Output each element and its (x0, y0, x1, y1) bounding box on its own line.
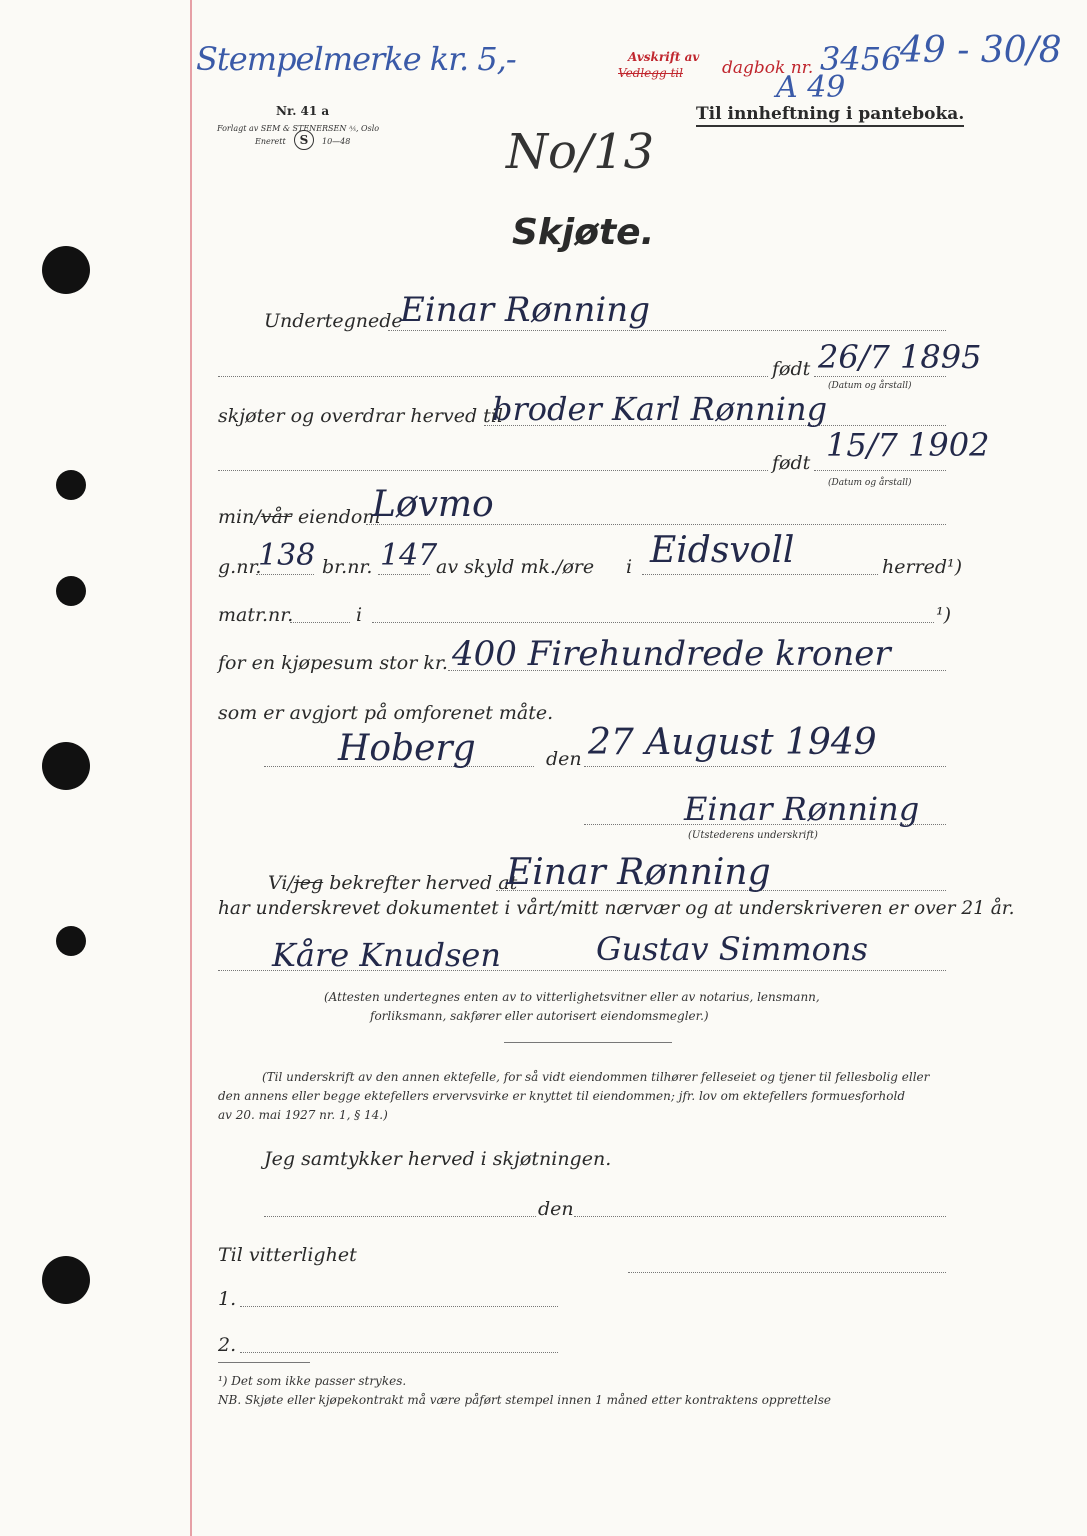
brnr-label: br.nr. (322, 556, 373, 578)
publisher-logo-icon: S (294, 130, 314, 150)
kjopesum-value: 400 Firehundrede kroner (452, 634, 891, 674)
corner-mark: No/13 (506, 124, 655, 180)
witness-1-signature: Kåre Knudsen (272, 936, 501, 974)
kjopesum-label: for en kjøpesum stor kr. (218, 652, 448, 674)
stamp-note: Stempelmerke kr. 5,- (196, 40, 516, 78)
undertegnede-label: Undertegnede (264, 310, 403, 332)
til-innheftning: Til innheftning i panteboka. (696, 104, 964, 127)
bekrefter-label: Vi/jeg bekrefter herved at (268, 872, 518, 894)
publisher-date: 10—48 (322, 137, 351, 146)
document-title: Skjøte. (512, 212, 655, 253)
brnr-line (378, 574, 430, 575)
buyer-name: broder Karl Rønning (492, 390, 828, 428)
buyer-datum-hint: (Datum og årstall) (828, 478, 912, 488)
spouse-note-line3: av 20. mai 1927 nr. 1, § 14.) (218, 1108, 388, 1122)
skjoter-label: skjøter og overdrar herved til (218, 405, 503, 427)
dagbok-number: 3456 (820, 40, 902, 78)
buyer-born-leadin-line (218, 470, 768, 471)
matr-line (290, 622, 350, 623)
spouse-note-line2: den annens eller begge ektefellers ervervsvirke er knyttet til eiendommen; jfr. lov om ektefellers formuesforhold (218, 1089, 905, 1103)
seller-born-label: født (772, 358, 811, 380)
place-value: Hoberg (338, 728, 476, 769)
eiendom-label: min/vår eiendom (218, 506, 381, 528)
footnote-1: ¹) Det som ikke passer strykes. (218, 1374, 407, 1388)
witness-2-signature: Gustav Simmons (596, 930, 868, 968)
consent-den-label: den (538, 1198, 574, 1220)
signature-hint: (Utstederens underskrift) (688, 830, 818, 841)
matr-label: matr.nr. (218, 604, 294, 626)
seller-datum-hint: (Datum og årstall) (828, 381, 912, 391)
herred-label: herred¹) (882, 556, 963, 578)
vedlegg-label: Vedlegg til (618, 66, 683, 80)
date-value: 27 August 1949 (588, 722, 877, 763)
seller-signature: Einar Rønning (684, 790, 920, 828)
witness-1-line (240, 1306, 558, 1307)
date-line (584, 766, 946, 767)
red-margin-line (190, 0, 192, 1536)
buyer-born-date: 15/7 1902 (826, 426, 990, 464)
series-handwritten: A 49 (776, 70, 846, 105)
footnote-divider (218, 1362, 310, 1363)
avgjort-text: som er avgjort på omforenet måte. (218, 702, 554, 724)
avskrift-label: Avskrift av (628, 50, 700, 64)
attest-note-line1: (Attesten undertegnes enten av to vitterlighetsvitner eller av notarius, lensmann, (324, 990, 820, 1004)
dagbok-label: dagbok nr. (722, 58, 814, 78)
undertegnede-line (388, 330, 946, 331)
consent-signature-line (628, 1272, 946, 1273)
publisher-line: Forlagt av SEM & STENERSEN ⅍, Oslo (217, 124, 380, 133)
publisher-enerett: Enerett (255, 137, 286, 146)
footnote-2: NB. Skjøte eller kjøpekontrakt må være påført stempel innen 1 måned etter kontraktens opprettelse (218, 1393, 831, 1407)
attest-note-line2: forliksmann, sakfører eller autorisert eiendomsmegler.) (370, 1009, 709, 1023)
buyer-born-line (814, 470, 946, 471)
divider (504, 1042, 672, 1043)
punch-hole (42, 1256, 90, 1304)
punch-hole (42, 742, 90, 790)
gnr-value: 138 (258, 538, 316, 573)
eiendom-value: Løvmo (372, 484, 494, 525)
witness-2-line (240, 1352, 558, 1353)
seller-born-line (814, 376, 946, 377)
underskrevet-text: har underskrevet dokumentet i vårt/mitt nærvær og at underskriveren er over 21 år. (218, 898, 1015, 919)
date-den-label: den (546, 748, 582, 770)
gnr-label: g.nr. (218, 556, 262, 578)
matr-i-label: i (356, 604, 363, 626)
punch-hole (56, 470, 86, 500)
herred-line (642, 574, 878, 575)
seller-born-date: 26/7 1895 (818, 338, 982, 376)
punch-hole (42, 246, 90, 294)
form-number: Nr. 41 a (276, 104, 330, 118)
buyer-born-label: født (772, 452, 811, 474)
vitterlighet-label: Til vitterlighet (218, 1244, 357, 1266)
witness-1-label: 1. (218, 1288, 237, 1310)
consent-date-line (574, 1216, 946, 1217)
gnr-line (256, 574, 314, 575)
seller-name: Einar Rønning (400, 290, 650, 330)
seller-born-leadin-line (218, 376, 768, 377)
bekrefter-value: Einar Rønning (506, 852, 771, 893)
spouse-note-line1: (Til underskrift av den annen ektefelle, for så vidt eiendommen tilhører felleseiet og tjener til fellesbolig eller (262, 1070, 930, 1084)
herred-value: Eidsvoll (650, 530, 795, 571)
punch-hole (56, 926, 86, 956)
matr-suffix: ¹) (936, 604, 952, 626)
year-handwritten: 49 - 30/8 (900, 30, 1062, 71)
herred-i-label: i (626, 556, 633, 578)
consent-place-line (264, 1216, 536, 1217)
punch-hole (56, 576, 86, 606)
consent-text: Jeg samtykker herved i skjøtningen. (264, 1148, 612, 1170)
witness-2-label: 2. (218, 1334, 237, 1356)
skyld-label: av skyld mk./øre (436, 556, 595, 578)
matr-i-line (372, 622, 934, 623)
brnr-value: 147 (380, 538, 438, 573)
